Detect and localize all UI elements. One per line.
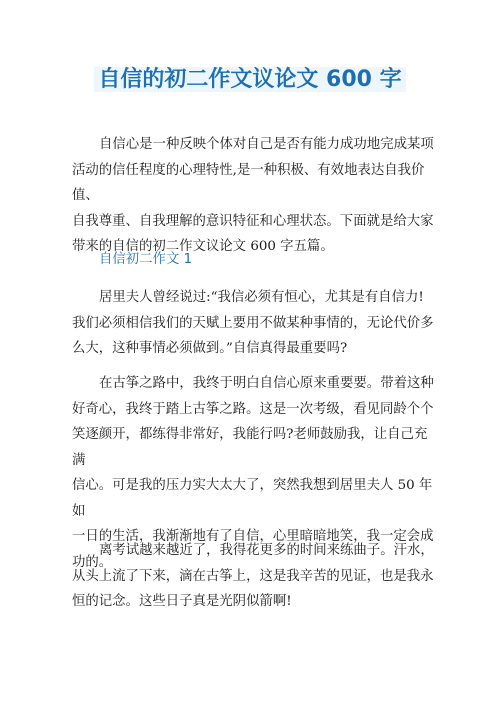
intro-line: 自我尊重、自我理解的意识特征和心理状态。下面就是给大家	[72, 213, 434, 229]
paragraph-line: 离考试越来越近了，我得花更多的时间来练曲子。汗水，	[99, 543, 434, 558]
paragraph-line: 在古筝之路中，我终于明白自信心原来重要要。带着这种	[99, 376, 434, 391]
paragraph-line: 我们必须相信我们的天赋上要用不做某种事情的，无论代价多	[72, 315, 434, 331]
section-heading: 自信初二作文 1	[99, 252, 193, 267]
paragraph-exam	[72, 538, 438, 615]
intro-paragraph	[72, 132, 438, 260]
intro-line: 自信心是一种反映个体对自己是否有能力成功地完成某项	[99, 137, 434, 152]
paragraph-line: 笑逐颜开，都练得非常好，我能行吗?老师鼓励我，让自己充满	[72, 427, 428, 468]
paragraph-line: 一日的生活，我渐渐地有了自信，心里暗暗地笑，我一定会成	[72, 529, 434, 544]
paragraph-line: 功的。	[72, 554, 113, 570]
paragraph-quote	[72, 285, 438, 362]
intro-line: 带来的自信的初二作文议论文 600 字五篇。	[72, 239, 334, 254]
paragraph-line: 好奇心，我终于踏上古筝之路。这是一次考级，看见同龄个个	[72, 401, 434, 417]
paragraph-line: 么大，这种事情必须做到。”自信真得最重要吗?	[72, 341, 348, 356]
paragraph-line: 居里夫人曾经说过:“我信必须有恒心，尤其是有自信力!	[99, 290, 424, 305]
paragraph-line: 信心。可是我的压力实大太大了，突然我想到居里夫人 50 年如	[72, 478, 433, 519]
document-title-text: 自信的初二作文议论文 600 字	[94, 67, 405, 92]
document-title	[0, 64, 500, 96]
paragraph-line: 从头上流了下来，滴在古筝上，这是我辛苦的见证，也是我永	[72, 568, 434, 584]
paragraph-line: 恒的记念。这些日子真是光阴似箭啊!	[72, 594, 292, 609]
intro-line: 活动的信任程度的心理特性,是一种积极、有效地表达自我价值、	[72, 162, 425, 203]
